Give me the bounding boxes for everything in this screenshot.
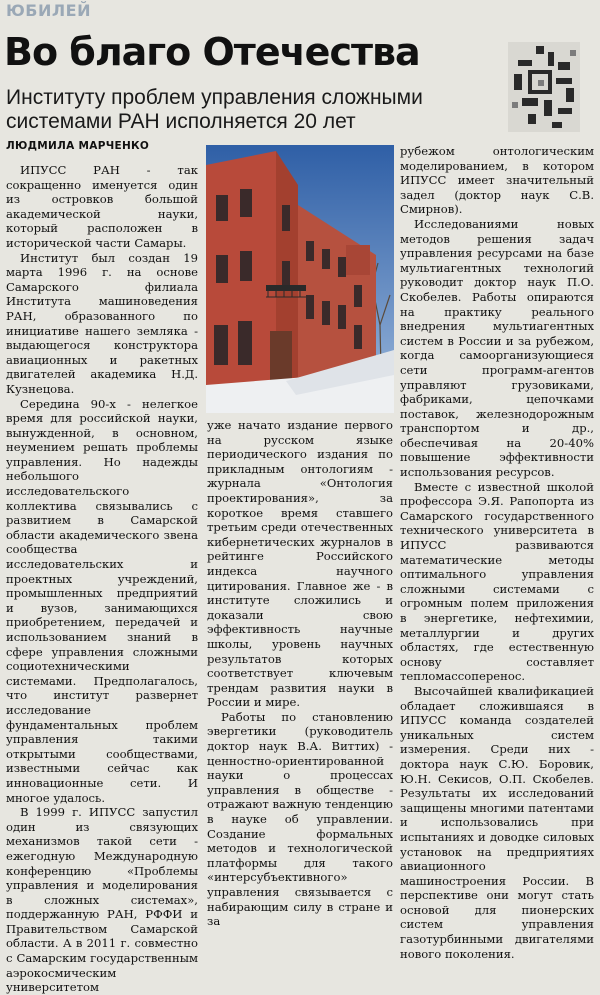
paragraph: Институт был создан 19 марта 1996 г. на основе Самарского филиала Института машиноведения РАН, образованного по инициативе нашего земляка - выдающегося конструктора авиационных и ракетных двигателей академика Н.Д. Кузнецова. [6, 250, 198, 396]
paragraph: Исследованиями новых методов решения задач управления ресурсами на базе мультиагентных технологий руководит доктор наук П.О. Скобелев. Работы опираются на практику реального внедрения мультиагентных систем в России и за рубежом, когда самоорганизующиеся сети программ-агентов управляют грузовиками, фабриками, цепочками поставок, железнодорожным транспортом и др., обеспечивая на 20-40% повышение эффективности использования ресурсов. [400, 216, 594, 480]
paragraph: Работы по становлению эвергетики (руководитель доктор наук В.А. Виттих) - ценностно-ориентированной науки о процессах управления в обществе - отражают важную тенденцию в науке об управлении. Создание формальных методов и технологической платформы для такого «интерсубъективного» управления связывается с набирающим силу в стране и за [207, 709, 393, 929]
paragraph: В 1999 г. ИПУСС запустил один из связующих механизмов такой сети - ежегодную Международную конференцию «Проблемы управления и моделирования в сложных системах», поддержанную РАН, РФФИ и Правительством Самарской области. А в 2011 г. совместно с Самарским государственным аэрокосмическим университетом [6, 805, 198, 995]
paragraph: Вместе с известной школой профессора Э.Я. Рапопорта из Самарского государственного технического университета в ИПУСС развиваются математические методы оптимального управления сложными системами с огромным полем приложения в энергетике, нефтехимии, металлургии и других областях, где естественную основу составляет тепломассоперенос. [400, 479, 594, 684]
article-column-1 [6, 163, 198, 995]
institute-emblem-image [508, 42, 580, 132]
paragraph: уже начато издание первого на русском языке периодического издания по прикладным онтологиям - журнала «Онтология проектирования», за короткое время ставшего третьим среди отечественных кибернетических журналов в рейтинге Российского индекса научного цитирования. Главное же - в институте сложились и доказали свою эффективность научные школы, уровень научных результатов которых соответствует ключевым трендам развития науки в России и мире. [207, 418, 393, 710]
article-column-2 [207, 418, 393, 929]
paragraph: рубежом онтологическим моделированием, в котором ИПУСС имеет значительный задел (доктор наук С.В. Смирнов). [400, 144, 594, 217]
paragraph: Середина 90-х - нелегкое время для российской науки, вынужденной, в основном, неумением решать проблемы управления. Но надежды небольшого исследовательского коллектива связывались с развитием в Самарской области академического звена сообщества исследовательских и проектных учреждений, промышленных предприятий и вузов, занимающихся приобретением, передачей и использованием знаний в сфере управления сложными социотехническими системами. Предполагалось, что институт развернет исследование фундаментальных проблем управления такими открытыми сообществами, известными сейчас как инновационные сети. И многое удалось. [6, 396, 198, 805]
article-column-3 [400, 144, 594, 961]
headline: Во благо Отечества [4, 30, 420, 74]
subheadline: Институту проблем управления сложными системами РАН исполняется 20 лет [6, 86, 423, 133]
paragraph: Высочайшей квалификацией обладает сложившаяся в ИПУСС команда создателей уникальных систем измерения. Среди них - доктора наук С.Ю. Боровик, Ю.Н. Секисов, О.П. Скобелев. Результаты их исследований защищены многими патентами и использовались при испытаниях и доводке силовых установок на предприятиях авиационного машиностроения России. В перспективе они могут стать основой для пионерских систем управления газотурбинными двигателями нового поколения. [400, 683, 594, 961]
rubric-label: ЮБИЛЕЙ [6, 1, 91, 20]
institute-building-photo [206, 145, 394, 413]
author-byline: ЛЮДМИЛА МАРЧЕНКО [6, 140, 150, 152]
paragraph: ИПУСС РАН - так сокращенно именуется один из островков большой академической науки, который расположен в исторической части Самары. [6, 163, 198, 250]
